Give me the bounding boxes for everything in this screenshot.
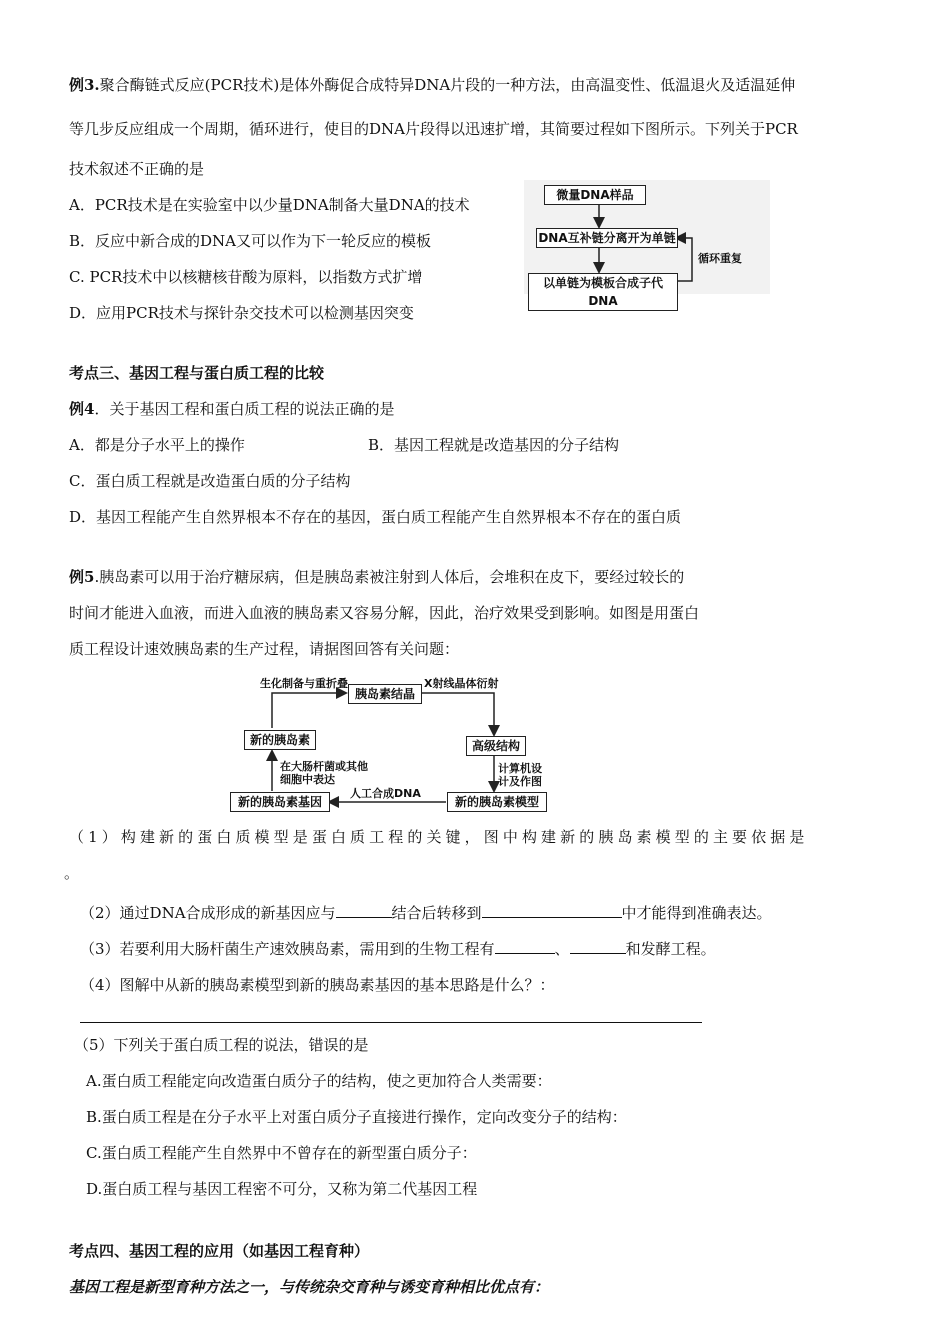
ex5-label: 例5 bbox=[69, 568, 95, 586]
ex4-stem: 例4．关于基因工程和蛋白质工程的说法正确的是 bbox=[69, 400, 395, 418]
insulin-label-refold: 生化制备与重折叠 bbox=[260, 677, 348, 690]
ex3-option-d: D．应用PCR技术与探针杂交技术可以检测基因突变 bbox=[69, 304, 414, 322]
ex5-line3: 质工程设计速效胰岛素的生产过程，请据图回答有关问题： bbox=[69, 640, 460, 658]
pcr-box-separate: DNA互补链分离开为单链 bbox=[536, 228, 678, 248]
ex5-q5-option-b: B.蛋白质工程是在分子水平上对蛋白质分子直接进行操作，定向改变分子的结构： bbox=[86, 1108, 627, 1126]
ex5-q1-end: 。 bbox=[64, 864, 80, 882]
pcr-diagram bbox=[524, 180, 770, 308]
ex4-option-d: D．基因工程能产生自然界根本不存在的基因，蛋白质工程能产生自然界根本不存在的蛋白质 bbox=[69, 508, 682, 526]
insulin-box-crystal: 胰岛素结晶 bbox=[348, 684, 422, 704]
closing-statement: 基因工程是新型育种方法之一，与传统杂交育种与诱变育种相比优点有： bbox=[69, 1278, 550, 1296]
insulin-box-gene: 新的胰岛素基因 bbox=[230, 792, 330, 812]
ex3-line2: 等几步反应组成一个周期，循环进行，使目的DNA片段得以迅速扩增，其简要过程如下图所示。下列关于PCR bbox=[69, 120, 798, 138]
insulin-label-express-1: 在大肠杆菌或其他 bbox=[280, 760, 368, 773]
ex5-q5-option-c: C.蛋白质工程能产生自然界中不曾存在的新型蛋白质分子： bbox=[86, 1144, 477, 1162]
ex5-q4: （4）图解中从新的胰岛素模型到新的胰岛素基因的基本思路是什么？： bbox=[80, 976, 555, 994]
insulin-box-structure: 高级结构 bbox=[466, 736, 526, 756]
insulin-label-computer-1: 计算机设 bbox=[498, 762, 542, 775]
insulin-diagram bbox=[226, 676, 556, 818]
ex3-line3: 技术叙述不正确的是 bbox=[69, 160, 205, 178]
pcr-box-sample: 微量DNA样品 bbox=[544, 185, 646, 205]
q4-answer-line[interactable] bbox=[80, 1022, 702, 1023]
ex5-q5: （5）下列关于蛋白质工程的说法，错误的是 bbox=[74, 1036, 369, 1054]
insulin-label-express-2: 细胞中表达 bbox=[280, 773, 335, 786]
pcr-box-synthesize: 以单链为模板合成子代DNA bbox=[528, 273, 678, 311]
ex3-option-a: A．PCR技术是在实验室中以少量DNA制备大量DNA的技术 bbox=[69, 196, 470, 214]
ex5-q1: （1）构建新的蛋白质模型是蛋白质工程的关键，图中构建新的胰岛素模型的主要依据是 bbox=[69, 828, 809, 846]
ex3-option-b: B．反应中新合成的DNA又可以作为下一轮反应的模板 bbox=[69, 232, 432, 250]
ex3-label: 例3. bbox=[69, 76, 100, 94]
q2-blank-1[interactable] bbox=[336, 903, 392, 918]
section3-heading: 考点三、基因工程与蛋白质工程的比较 bbox=[69, 364, 325, 382]
ex4-label: 例4 bbox=[69, 400, 95, 418]
insulin-label-synthesis: 人工合成DNA bbox=[350, 787, 421, 800]
insulin-label-computer-2: 计及作图 bbox=[498, 775, 542, 788]
pcr-loop-label: 循环重复 bbox=[698, 252, 742, 265]
ex4-option-b: B．基因工程就是改造基因的分子结构 bbox=[368, 436, 620, 454]
insulin-label-xray: X射线晶体衍射 bbox=[424, 677, 499, 690]
ex5-q5-option-d: D.蛋白质工程与基因工程密不可分，又称为第二代基因工程 bbox=[86, 1180, 478, 1198]
ex3-option-c: C. PCR技术中以核糖核苷酸为原料，以指数方式扩增 bbox=[69, 268, 423, 286]
ex5-line2: 时间才能进入血液，而进入血液的胰岛素又容易分解，因此，治疗效果受到影响。如图是用蛋白 bbox=[69, 604, 700, 622]
ex5-line1: 例5.胰岛素可以用于治疗糖尿病，但是胰岛素被注射到人体后，会堆积在皮下，要经过较长的 bbox=[69, 568, 685, 586]
ex5-q2: （2）通过DNA合成形成的新基因应与 结合后转移到 中才能得到准确表达。 bbox=[80, 904, 772, 922]
q3-blank-2[interactable] bbox=[570, 939, 626, 954]
q2-blank-2[interactable] bbox=[482, 903, 622, 918]
ex5-q3: （3）若要利用大肠杆菌生产速效胰岛素，需用到的生物工程有 、 和发酵工程。 bbox=[80, 940, 716, 958]
ex4-option-a: A．都是分子水平上的操作 bbox=[69, 436, 245, 454]
q3-blank-1[interactable] bbox=[495, 939, 555, 954]
section4-heading: 考点四、基因工程的应用（如基因工程育种） bbox=[69, 1242, 370, 1260]
ex5-q5-option-a: A.蛋白质工程能定向改造蛋白质分子的结构，使之更加符合人类需要： bbox=[86, 1072, 552, 1090]
ex4-option-c: C．蛋白质工程就是改造蛋白质的分子结构 bbox=[69, 472, 351, 490]
insulin-box-model: 新的胰岛素模型 bbox=[447, 792, 547, 812]
insulin-box-new: 新的胰岛素 bbox=[244, 730, 316, 750]
ex3-line1: 例3.聚合酶链式反应(PCR技术)是体外酶促合成特异DNA片段的一种方法，由高温变性、低温退火及适温延伸 bbox=[69, 76, 796, 94]
